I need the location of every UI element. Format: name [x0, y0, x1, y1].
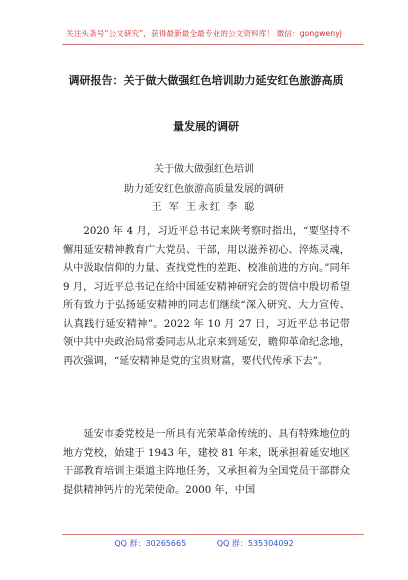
header-divider: [62, 44, 364, 45]
body-paragraph-2-block: [63, 426, 350, 500]
document-title-line-1: 调研报告：关于做大做强红色培训助力延安红色旅游高质: [68, 74, 344, 87]
document-title-line-2: 量发展的调研: [173, 120, 239, 133]
footer-qq-group-2: QQ 群：535304092: [216, 539, 294, 548]
subtitle-line-1: 关于做大做强红色培训: [154, 164, 254, 175]
body-paragraph-1-block: [63, 223, 350, 371]
body-paragraph-1: 2020 年 4 月，习近平总书记来陕考察时指出，“要坚持不懈用延安精神教育广大党员、干部，用以滋养初心、淬炼灵魂，从中汲取信仰的力量、查找党性的差距、校准前进的方向。”同年 9 月，习近平总书记在给中国延安精神研究会的贺信中殷切希望所有致力于弘扬延安精神的同志们继续“深入研究、大力宣传、认真践行延安精神”。2022 年 10 月 27 日，习近平总书记带领中共中央政治局常委同志从北京来到延安，瞻仰革命纪念地，再次强调，“延安精神是党的宝贵财富，要代代传承下去”。: [63, 226, 350, 367]
footer-divider: [62, 534, 364, 535]
authors-line: 王 军 王永红 李 聪: [151, 202, 257, 213]
footer-qq-group-1: QQ 群：30265665: [114, 539, 187, 548]
body-paragraph-2: 延安市委党校是一所具有光荣革命传统的、具有特殊地位的地方党校，始建于 1943 年，建校 81 年来，既承担着延安地区干部教育培训主渠道主阵地任务，又承担着为全国党员干部群众提供精神钙片的光荣使命。2000 年，中国: [63, 429, 350, 496]
footer-contacts: [0, 538, 408, 549]
subtitle-line-2: 助力延安红色旅游高质量发展的调研: [124, 184, 284, 195]
header-promo-note: 关注头条号“公文研究”，获得最新最全最专业的公文资料库！ 微信：gongwenyj: [66, 29, 342, 38]
